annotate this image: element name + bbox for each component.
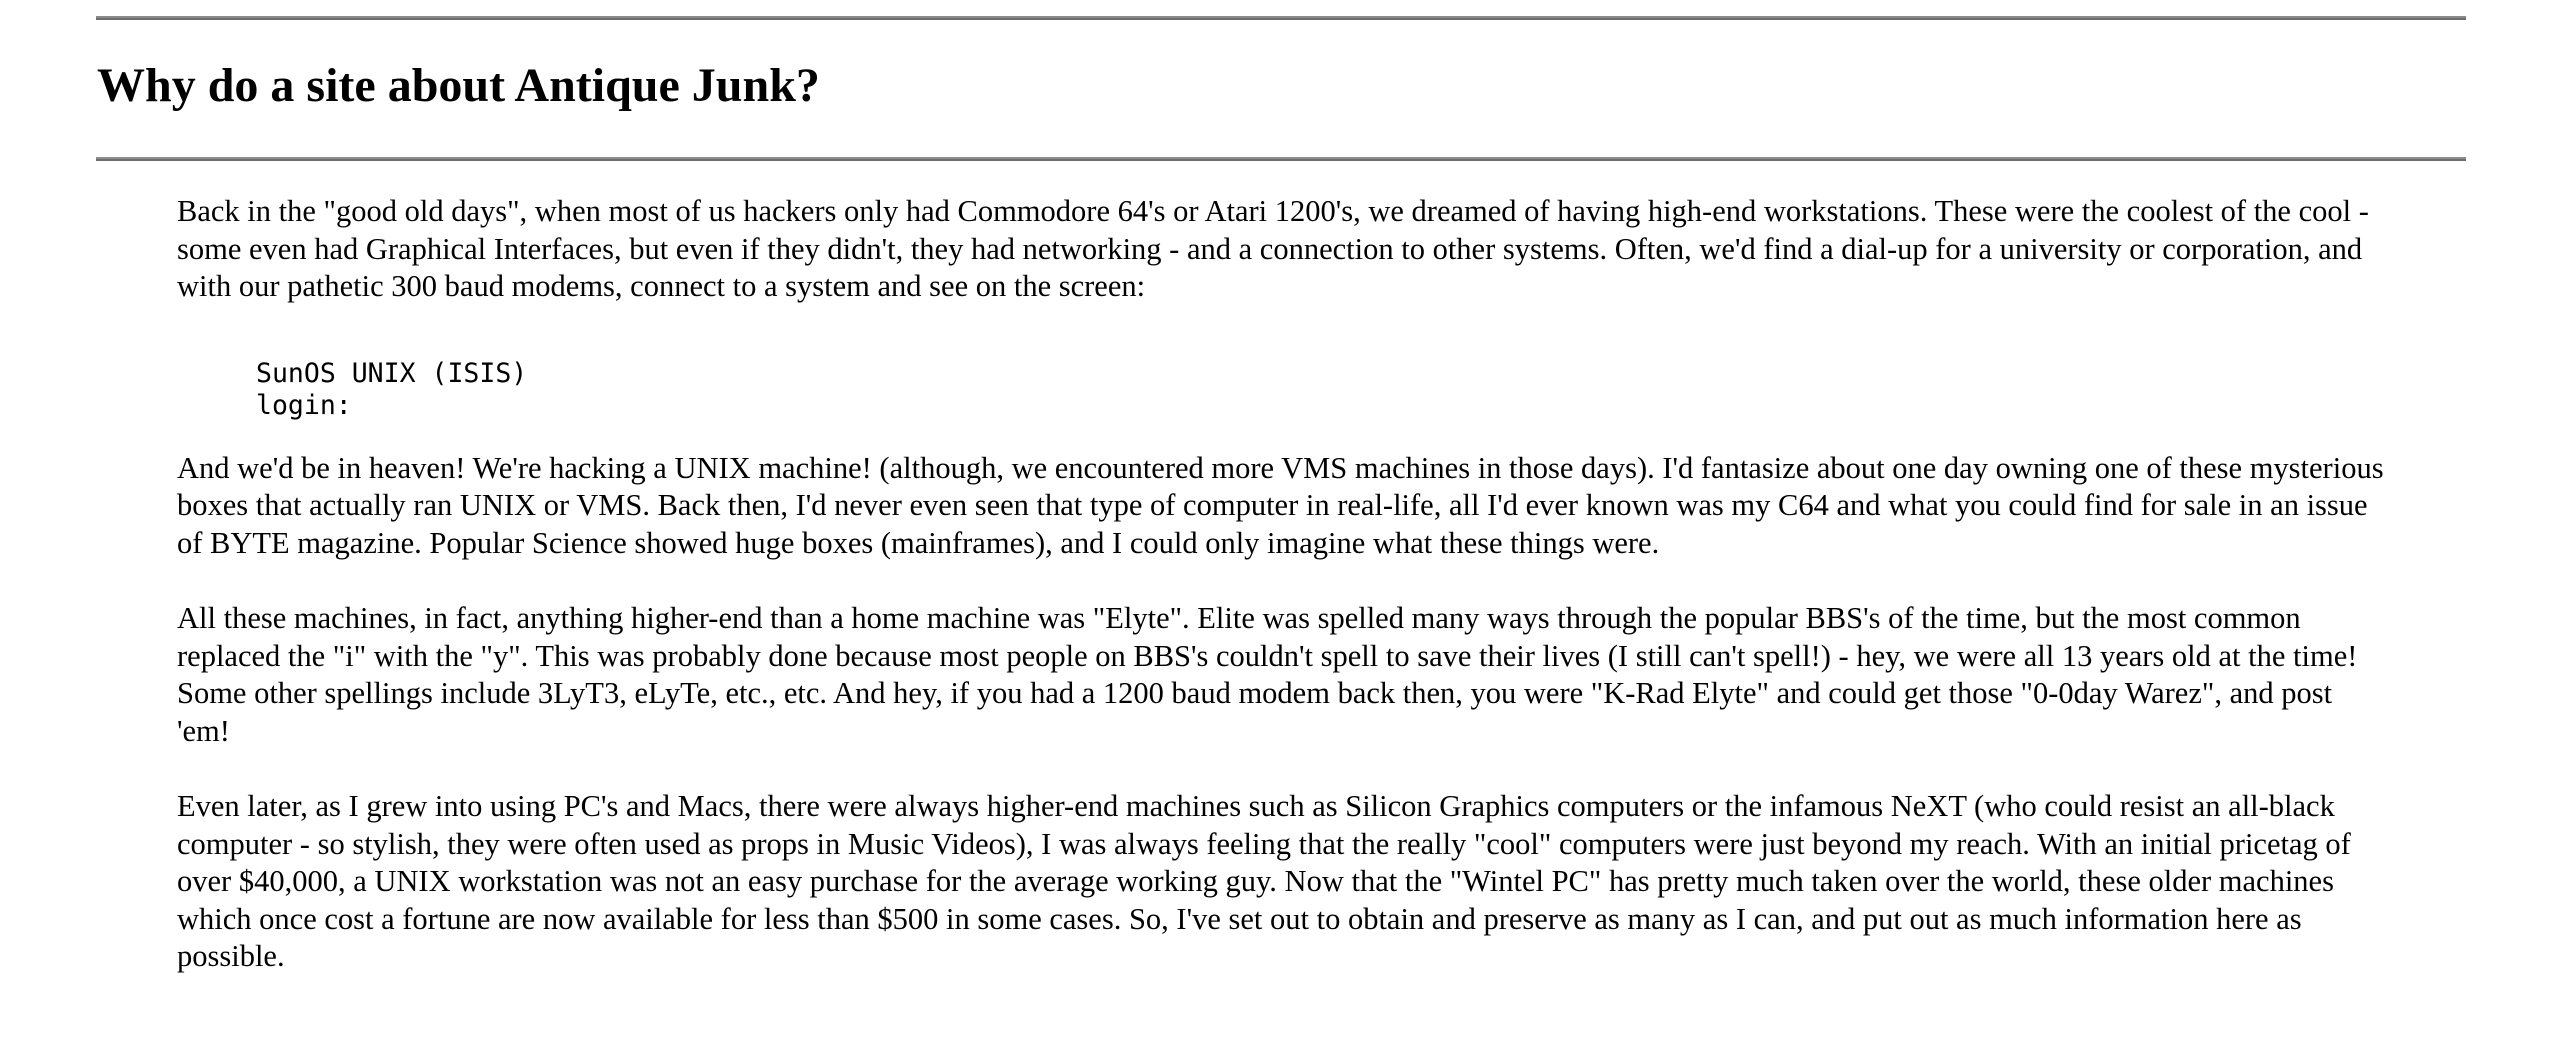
paragraph-heaven: And we'd be in heaven! We're hacking a UNIX machine! (although, we encountered more VMS machines in those days). I'd fantasize about one day owning one of these mysterious boxes that actually ran UNIX or VMS. Back then, I'd never even seen that type of computer in real-life, all I'd ever known was my C64 and what you could find for sale in an issue of BYTE magazine. Popular Science showed huge boxes (mainframes), and I could only imagine what these things were.: [177, 450, 2384, 560]
code-line-login: login:: [256, 389, 352, 421]
login-prompt-code-block: [256, 358, 2392, 422]
paragraph-workstations: Even later, as I grew into using PC's and Macs, there were always higher-end machines such as Silicon Graphics computers or the infamous NeXT (who could resist an all-black computer - so stylish, they were often used as props in Music Videos), I was always feeling that the really "cool" computers were just beyond my reach. With an initial pricetag of over $40,000, a UNIX workstation was not an easy purchase for the average working guy. Now that the "Wintel PC" has pretty much taken over the world, these older machines which once cost a fortune are now available for less than $500 in some cases. So, I've set out to obtain and preserve as many as I can, and put out as much information here as possible.: [177, 789, 2351, 973]
paragraph-intro: Back in the "good old days", when most of us hackers only had Commodore 64's or Atari 1200's, we dreamed of having high-end workstations. These were the coolest of the cool - some even had Graphical Interfaces, but even if they didn't, they had networking - and a connection to other systems. Often, we'd find a dial-up for a university or corporation, and with our pathetic 300 baud modems, connect to a system and see on the screen:: [177, 194, 2369, 303]
article-body: [177, 193, 2392, 1014]
title-horizontal-rule: [96, 157, 2466, 161]
code-line-system: SunOS UNIX (ISIS): [256, 357, 528, 389]
page-title: Why do a site about Antique Junk?: [97, 59, 820, 112]
top-horizontal-rule: [96, 16, 2466, 20]
paragraph-elyte: All these machines, in fact, anything higher-end than a home machine was "Elyte". Elite was spelled many ways through the popular BBS's of the time, but the most common replaced the "i" with the "y". This was probably done because most people on BBS's couldn't spell to save their lives (I still can't spell!) - hey, we were all 13 years old at the time! Some other spellings include 3LyT3, eLyTe, etc., etc. And hey, if you had a 1200 baud modem back then, you were "K-Rad Elyte" and could get those "0-0day Warez", and post 'em!: [177, 601, 2358, 748]
